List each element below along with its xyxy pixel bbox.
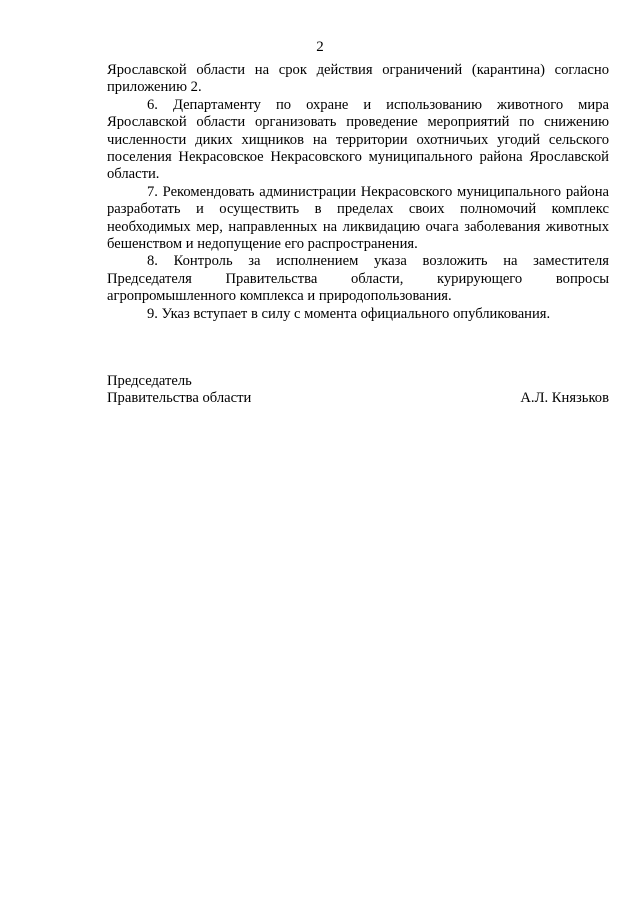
signature-row [107, 390, 609, 407]
signatory-title-line-2: Правительства области [107, 390, 252, 407]
page-number: 2 [316, 39, 324, 55]
paragraph-8: 8. Контроль за исполнением указа возложить на заместителя Председателя Правительства области, курирующего вопросы агропромышленного комплекса и природопользования. [107, 253, 609, 305]
document-body [107, 62, 609, 323]
signature-block [107, 373, 609, 408]
signatory-title-line-1: Председатель [107, 373, 192, 389]
paragraph-7: 7. Рекомендовать администрации Некрасовского муниципального района разработать и осуществить в пределах своих полномочий комплекс необходимых мер, направленных на ликвидацию очага заболевания животных бешенством и недопущение его распространения. [107, 183, 609, 253]
paragraph-continuation: Ярославской области на срок действия ограничений (карантина) согласно приложению 2. [107, 62, 609, 96]
paragraph-9: 9. Указ вступает в силу с момента официального опубликования. [147, 305, 551, 322]
paragraph-6: 6. Департаменту по охране и использованию животного мира Ярославской области организовать проведение мероприятий по снижению численности диких хищников на территории охотничьих угодий сельского поселения Некрасовское Некрасовского муниципального района Ярославской области. [107, 96, 609, 183]
signatory-name: А.Л. Князьков [520, 390, 609, 407]
